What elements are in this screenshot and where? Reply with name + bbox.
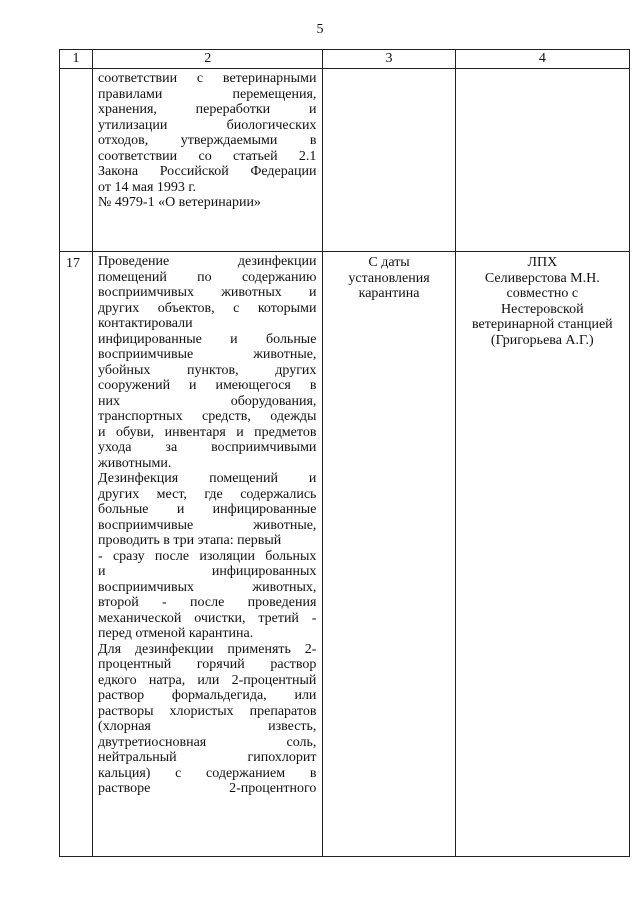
text-line: С даты [368, 255, 410, 270]
text-line: и инфицированных [98, 564, 317, 579]
header-col-2: 2 [93, 50, 323, 69]
text-line: них оборудования, [98, 393, 317, 409]
text-line: Нестеровской [501, 301, 584, 317]
responsible-cell [455, 252, 629, 857]
measure-text-cell [93, 252, 323, 857]
text-line: соответствии с ветеринарными [98, 71, 317, 86]
measure-paragraph [98, 642, 316, 797]
text-line: Проведение дезинфекции [98, 254, 317, 269]
text-line: отходов, утверждаемыми в [98, 133, 317, 148]
text-line: Закона Российской Федерации [98, 164, 317, 179]
text-line: соответствии со статьей 2.1 [98, 148, 317, 164]
header-row [60, 50, 630, 69]
text-line: (Григорьева А.Г.) [490, 332, 594, 348]
measures-table [59, 49, 630, 857]
text-line: от 14 мая 1993 г. [98, 179, 197, 195]
text-line: Для дезинфекции применять 2- [98, 641, 317, 657]
text-line: и обуви, инвентаря и предметов [98, 424, 317, 440]
text-line: восприимчивых животных, [98, 579, 317, 595]
text-line: растворы хлористых препаратов [98, 703, 317, 719]
text-line: ЛПХ [527, 255, 558, 270]
text-line: Селиверстова М.Н. [484, 270, 600, 286]
text-line: контактировали [98, 316, 193, 331]
text-line: № 4979-1 «О ветеринарии» [98, 195, 261, 210]
responsible-cell [455, 69, 629, 252]
text-line: Дезинфекция помещений и [98, 471, 317, 486]
date-text [327, 255, 450, 302]
text-line: раствор формальдегида, или [98, 688, 317, 703]
measure-paragraph [98, 254, 316, 471]
text-line: перед отменой карантина. [98, 626, 254, 641]
text-line: (хлорная известь, [98, 719, 317, 734]
responsible-text [460, 255, 625, 348]
header-col-4: 4 [455, 50, 629, 69]
page-number: 5 [316, 22, 324, 37]
text-line: двутретиосновная соль, [98, 734, 317, 750]
row-number-cell: 17 [60, 252, 93, 857]
text-line: совместно с [506, 286, 579, 301]
text-line: утилизации биологических [98, 117, 317, 133]
text-line: ветеринарной станцией [472, 317, 613, 332]
text-line: нейтральный гипохлорит [98, 750, 317, 765]
text-line: карантина [358, 286, 420, 301]
text-line: восприимчивых животных и [98, 285, 317, 300]
text-line: второй - после проведения [98, 595, 317, 610]
measure-text [98, 71, 316, 211]
text-line: - сразу после изоляции больных [98, 548, 317, 564]
text-line: кальция) с содержанием в [98, 765, 317, 781]
text-line: проводить в три этапа: первый [98, 533, 282, 548]
date-cell [323, 69, 455, 252]
text-line: процентный горячий раствор [98, 657, 317, 672]
header-col-3: 3 [323, 50, 455, 69]
measure-text-cell [93, 69, 323, 252]
text-line: животными. [98, 455, 172, 471]
measure-text [98, 254, 316, 797]
text-line: помещений по содержанию [98, 269, 317, 285]
row-number-cell [60, 69, 93, 252]
text-line: инфицированные и больные [98, 331, 317, 347]
text-line: правилами перемещения, [98, 86, 317, 102]
text-line: восприимчивые животные, [98, 517, 317, 533]
text-line: других объектов, с которыми [98, 300, 317, 316]
text-line: других мест, где содержались [98, 486, 317, 502]
text-line: растворе 2-процентного [98, 781, 317, 796]
date-cell [323, 252, 455, 857]
measure-paragraph [98, 471, 316, 642]
text-line: убойных пунктов, других [98, 362, 317, 378]
text-line: установления [348, 270, 430, 286]
text-line: больные и инфицированные [98, 502, 317, 517]
text-line: хранения, переработки и [98, 102, 317, 117]
text-line: сооружений и имеющегося в [98, 378, 317, 393]
header-col-1: 1 [60, 50, 93, 69]
text-line: механической очистки, третий - [98, 610, 317, 626]
text-line: едкого натра, или 2-процентный [98, 672, 317, 688]
text-line: транспортных средств, одежды [98, 409, 317, 424]
table-row-continuation [60, 69, 630, 252]
text-line: восприимчивые животные, [98, 347, 317, 362]
table-row-17 [60, 252, 630, 857]
text-line: ухода за восприимчивыми [98, 440, 317, 455]
